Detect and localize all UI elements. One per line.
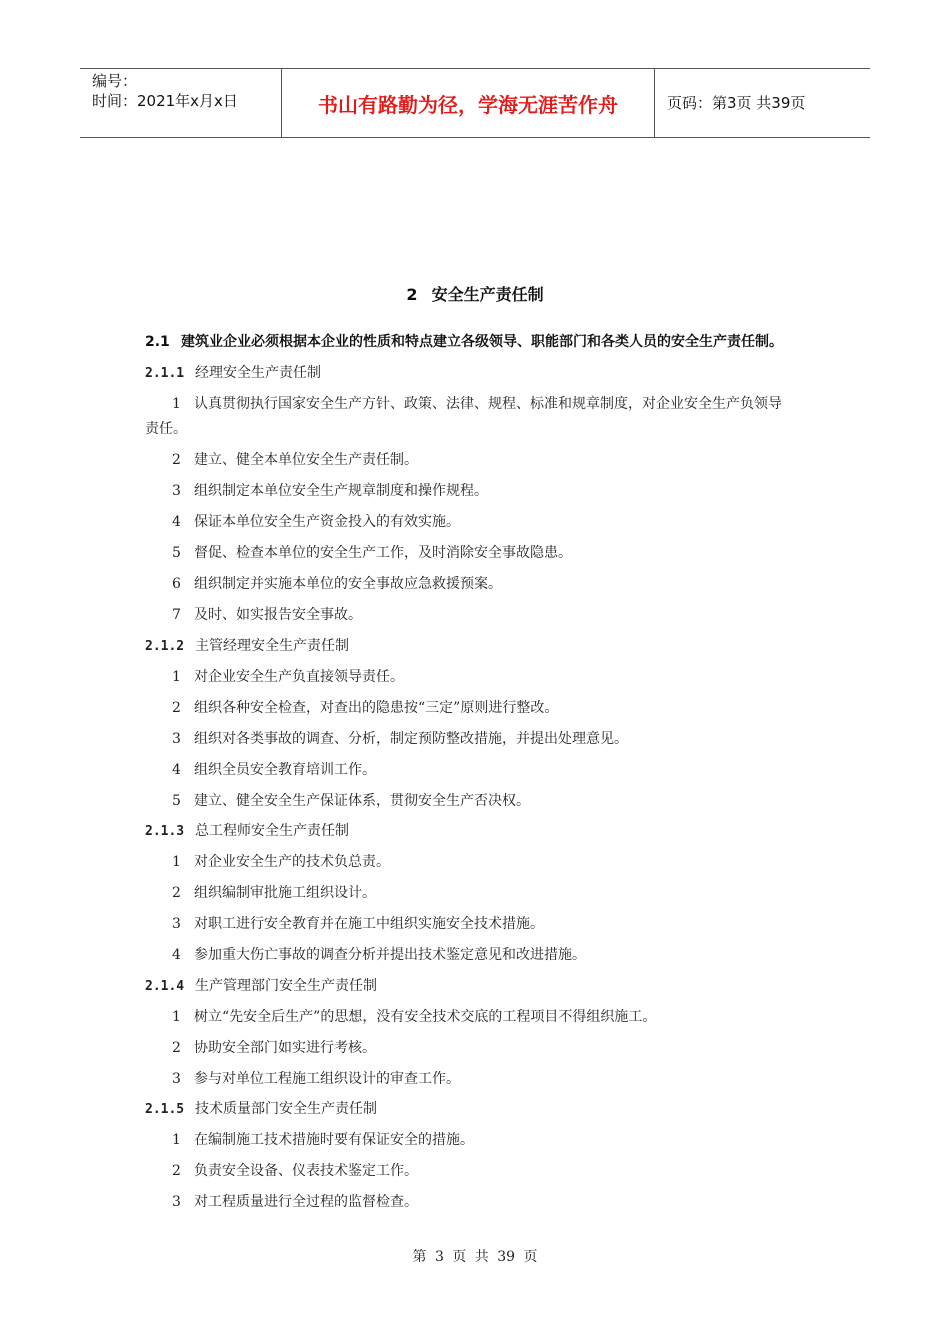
list-item	[172, 1129, 474, 1149]
item-text: 对工程质量进行全过程的监督检查。	[194, 1194, 418, 1210]
item-number: 3	[172, 1194, 181, 1210]
item-number: 1	[172, 669, 181, 685]
item-text: 组织对各类事故的调查、分析，制定预防整改措施，并提出处理意见。	[194, 731, 628, 747]
page-label: 页码：第3页 共39页	[667, 93, 806, 112]
item-number: 2	[172, 885, 181, 901]
list-item	[172, 882, 376, 902]
item-number: 4	[172, 947, 181, 963]
number-label: 编号：	[92, 72, 138, 90]
motto: 书山有路勤为径，学海无涯苦作舟	[282, 69, 655, 137]
list-item	[172, 480, 488, 500]
list-item	[172, 1191, 418, 1211]
subsection-heading	[145, 975, 377, 995]
item-number: 4	[172, 514, 181, 530]
list-item	[172, 759, 376, 779]
item-number: 2	[172, 452, 181, 468]
item-text: 组织制定本单位安全生产规章制度和操作规程。	[194, 483, 488, 499]
item-text: 对企业安全生产的技术负总责。	[194, 854, 390, 870]
subsection-heading	[145, 362, 321, 382]
item-continuation: 责任。	[145, 421, 187, 437]
item-text: 负责安全设备、仪表技术鉴定工作。	[194, 1163, 418, 1179]
item-text: 建立、健全本单位安全生产责任制。	[194, 452, 418, 468]
item-text: 树立“先安全后生产”的思想，没有安全技术交底的工程项目不得组织施工。	[194, 1009, 657, 1025]
item-number: 1	[172, 854, 181, 870]
list-item	[172, 1006, 656, 1026]
item-number: 1	[172, 1132, 181, 1148]
item-text: 组织编制审批施工组织设计。	[194, 885, 376, 901]
page-header	[80, 68, 870, 138]
list-item	[172, 913, 544, 933]
chapter-number: 2	[406, 285, 418, 304]
item-number: 1	[172, 1009, 181, 1025]
subsection-number: 2.1.5	[145, 1102, 185, 1117]
list-item	[172, 728, 628, 748]
item-text: 在编制施工技术措施时要有保证安全的措施。	[194, 1132, 474, 1148]
item-number: 3	[172, 1071, 181, 1087]
item-number: 3	[172, 731, 181, 747]
item-number: 5	[172, 793, 181, 809]
list-item	[172, 790, 530, 810]
item-text: 组织各种安全检查，对查出的隐患按“三定”原则进行整改。	[194, 700, 559, 716]
subsection-heading	[145, 635, 349, 655]
subsection-number: 2.1.3	[145, 824, 185, 839]
header-meta-cell	[80, 69, 282, 137]
subsection-number: 2.1.2	[145, 639, 185, 654]
item-text: 保证本单位安全生产资金投入的有效实施。	[194, 514, 460, 530]
subsection-heading	[145, 820, 349, 840]
item-number: 2	[172, 1040, 181, 1056]
subsection-title: 总工程师安全生产责任制	[195, 823, 349, 839]
item-text: 组织全员安全教育培训工作。	[194, 762, 376, 778]
item-text: 参加重大伤亡事故的调查分析并提出技术鉴定意见和改进措施。	[194, 947, 586, 963]
list-item	[172, 666, 404, 686]
item-number: 2	[172, 700, 181, 716]
item-number: 2	[172, 1163, 181, 1179]
list-item	[172, 944, 586, 964]
list-item	[172, 851, 390, 871]
subsection-number: 2.1.1	[145, 366, 185, 381]
item-text: 组织制定并实施本单位的安全事故应急救援预案。	[194, 576, 502, 592]
section-text: 建筑业企业必须根据本企业的性质和特点建立各级领导、职能部门和各类人员的安全生产责任制。	[181, 334, 783, 350]
list-item	[172, 604, 362, 624]
item-text: 对职工进行安全教育并在施工中组织实施安全技术措施。	[194, 916, 544, 932]
page-footer: 第 3 页 共 39 页	[412, 1249, 538, 1265]
section-heading	[145, 331, 783, 351]
item-number: 6	[172, 576, 181, 592]
item-number: 1	[172, 396, 181, 412]
list-item	[172, 393, 782, 413]
item-text: 及时、如实报告安全事故。	[194, 607, 362, 623]
item-number: 5	[172, 545, 181, 561]
list-item	[172, 1068, 460, 1088]
chapter-title	[0, 282, 950, 305]
item-text: 对企业安全生产负直接领导责任。	[194, 669, 404, 685]
item-number: 4	[172, 762, 181, 778]
item-number: 3	[172, 916, 181, 932]
list-item	[172, 449, 418, 469]
subsection-title: 经理安全生产责任制	[195, 365, 321, 381]
item-text: 参与对单位工程施工组织设计的审查工作。	[194, 1071, 460, 1087]
list-item	[172, 1160, 418, 1180]
list-item	[172, 697, 558, 717]
time-label: 时间：2021年x月x日	[92, 92, 238, 110]
item-text: 认真贯彻执行国家安全生产方针、政策、法律、规程、标准和规章制度，对企业安全生产负领导	[194, 396, 782, 412]
item-number: 3	[172, 483, 181, 499]
subsection-number: 2.1.4	[145, 979, 185, 994]
item-text: 督促、检查本单位的安全生产工作，及时消除安全事故隐患。	[194, 545, 572, 561]
subsection-title: 生产管理部门安全生产责任制	[195, 978, 377, 994]
list-item	[172, 573, 502, 593]
item-text: 协助安全部门如实进行考核。	[194, 1040, 376, 1056]
subsection-heading	[145, 1098, 377, 1118]
section-number: 2.1	[145, 334, 170, 350]
item-number: 7	[172, 607, 181, 623]
list-item	[172, 511, 460, 531]
list-item	[172, 1037, 376, 1057]
subsection-title: 主管经理安全生产责任制	[195, 638, 349, 654]
item-text: 建立、健全安全生产保证体系，贯彻安全生产否决权。	[194, 793, 530, 809]
list-item	[172, 542, 572, 562]
subsection-title: 技术质量部门安全生产责任制	[195, 1101, 377, 1117]
chapter-title-text: 安全生产责任制	[431, 285, 544, 304]
